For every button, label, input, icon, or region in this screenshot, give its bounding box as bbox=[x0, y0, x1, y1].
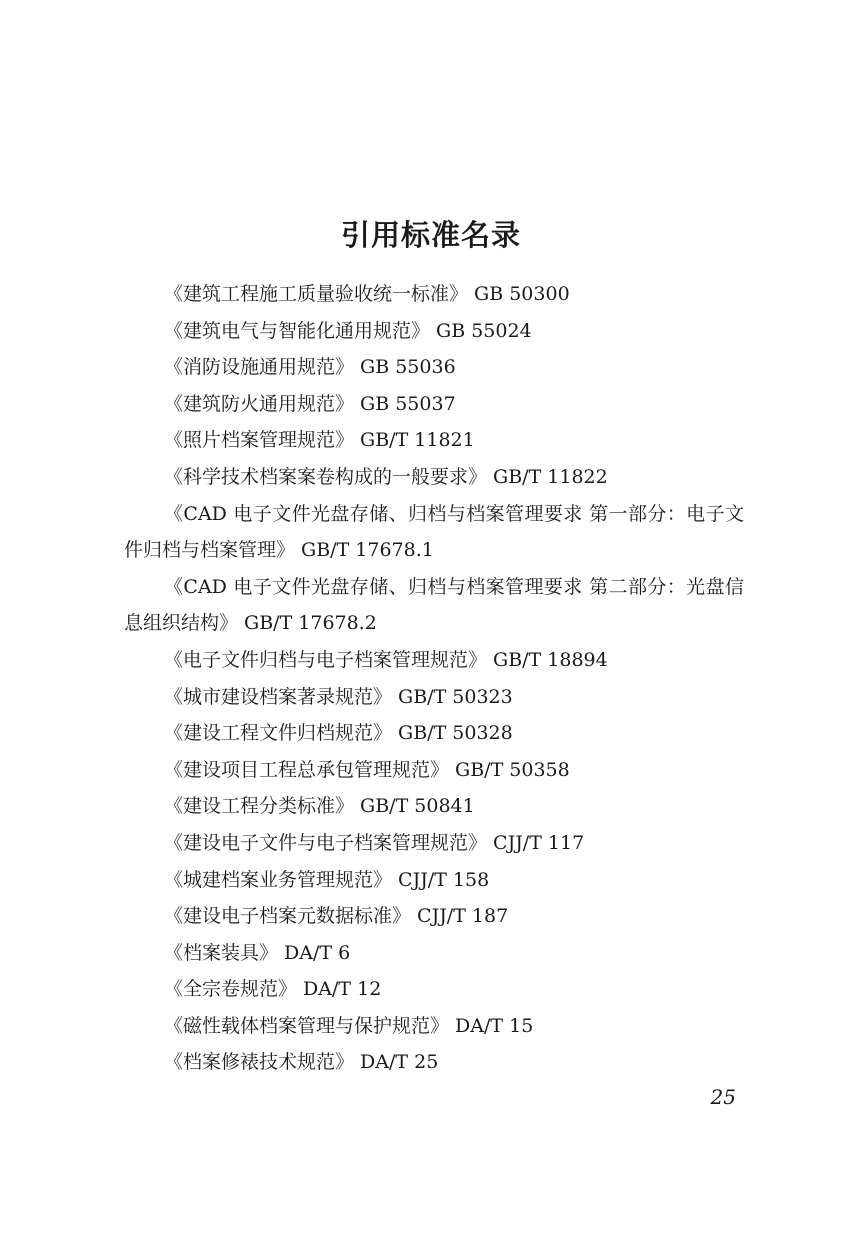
reference-item: 《科学技术档案案卷构成的一般要求》 GB/T 11822 bbox=[164, 465, 608, 488]
reference-item: 《建设工程文件归档规范》 GB/T 50328 bbox=[164, 722, 513, 745]
reference-item: 《档案修裱技术规范》 DA/T 25 bbox=[164, 1051, 439, 1074]
reference-item: 《磁性载体档案管理与保护规范》 DA/T 15 bbox=[164, 1014, 534, 1037]
reference-item: 《照片档案管理规范》 GB/T 11821 bbox=[164, 429, 475, 452]
reference-item: 《建设工程分类标准》 GB/T 50841 bbox=[164, 795, 475, 818]
page-title: 引用标准名录 bbox=[340, 218, 521, 253]
reference-item: 《建筑电气与智能化通用规范》 GB 55024 bbox=[164, 319, 532, 342]
reference-item: 《消防设施通用规范》 GB 55036 bbox=[164, 356, 456, 379]
reference-item: 《城市建设档案著录规范》 GB/T 50323 bbox=[164, 685, 513, 708]
reference-item: 《城建档案业务管理规范》 CJJ/T 158 bbox=[164, 868, 490, 891]
reference-item: 《建筑工程施工质量验收统一标准》 GB 50300 bbox=[164, 283, 570, 305]
reference-item: 《档案装具》 DA/T 6 bbox=[164, 941, 351, 964]
reference-item: 《全宗卷规范》 DA/T 12 bbox=[164, 978, 382, 1001]
reference-item: 《电子文件归档与电子档案管理规范》 GB/T 18894 bbox=[164, 648, 608, 671]
reference-item: 《CAD 电子文件光盘存储、归档与档案管理要求 第一部分：电子文件归档与档案管理》 GB/T 17678.1 bbox=[124, 502, 744, 562]
reference-item: 《建设项目工程总承包管理规范》 GB/T 50358 bbox=[164, 758, 570, 781]
page-number: 25 bbox=[710, 1085, 736, 1109]
reference-item: 《CAD 电子文件光盘存储、归档与档案管理要求 第二部分：光盘信息组织结构》 GB/T 17678.2 bbox=[124, 575, 744, 635]
reference-item: 《建筑防火通用规范》 GB 55037 bbox=[164, 392, 456, 415]
reference-list bbox=[124, 276, 744, 1081]
reference-item: 《建设电子文件与电子档案管理规范》 CJJ/T 117 bbox=[164, 831, 585, 854]
reference-item: 《建设电子档案元数据标准》 CJJ/T 187 bbox=[164, 905, 509, 928]
